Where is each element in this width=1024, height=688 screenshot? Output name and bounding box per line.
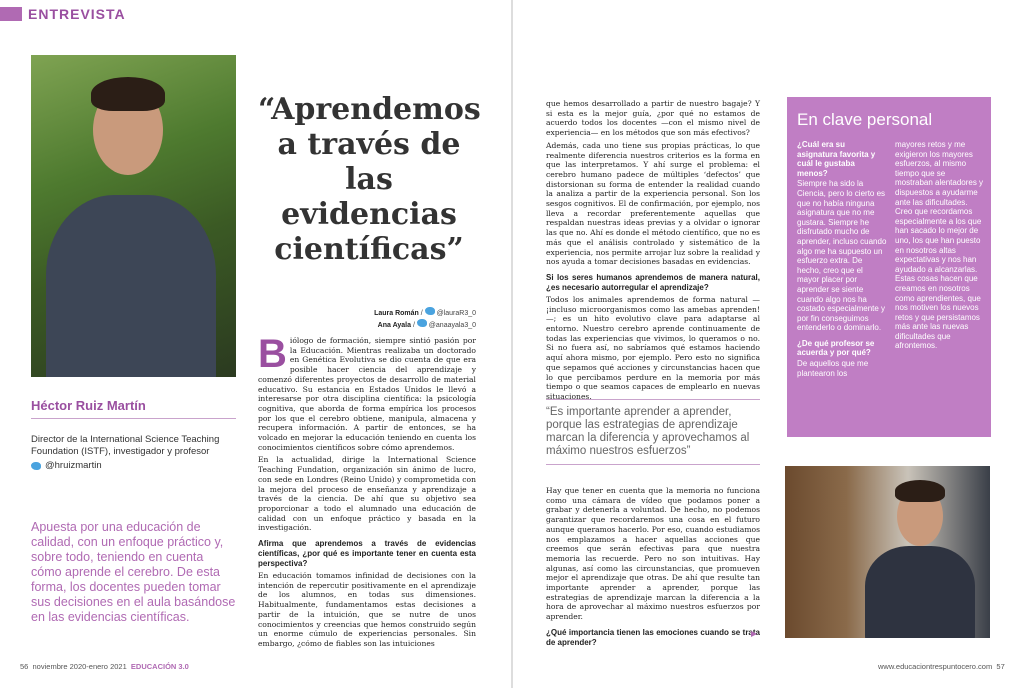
sidebar-box [787,97,991,437]
answer-2-continued: Hay que tener en cuenta que la memoria no funciona como una cámara de vídeo que podamos poner a grabar y detenerla a voluntad. De hecho, no podemos garantizar que recordaremos una cosa en el futuro aunque queramos hacerlo. Por eso, cuando estudiamos nos emplazamos a hacer aquellas acciones que creemos que serán efectivas para que nuestra memoria las recuerde. Pero no son intuitivas. Hay algunas, así como las circunstancias, que promueven mejor el aprendizaje que otras. De ahí que resulte tan importante aprender a aprender, porque las estrategias de aprendizaje marcan la diferencia a la hora de aprovechar al máximo nuestros esfuerzos por aprender. [546,486,760,622]
website-link[interactable]: www.educaciontrespuntocero.com [878,662,993,671]
answer-2: Todos los animales aprendemos de forma natural —¡incluso microorganismos como las amebas aprenden!—; es un hito evolutivo clave para adaptarse al entorno. Nuestro cerebro aprende continuamente de todas las experiencias que vivimos, lo queramos o no. Si no fuera así, no sabríamos qué estamos haciendo aquí ahora mismo, por ejemplo. Pero esto no significa que sepamos qué acciones y circunstancias hacen que lo que percibamos perdure en la memoria por más tiempo o que seamos capaces de emplearlo en nuevas situaciones. [546,294,760,401]
sidebar-answer-2: De aquellos que me plantearon los [797,359,869,378]
highlight-quote: “Es importante aprender a aprender, porque las estrategias de aprendizaje marcan la diferencia y aprovechamos al máximo nuestros esfuerzos” [546,399,760,465]
sidebar-title: En clave personal [797,110,933,129]
drop-cap: B [258,332,287,376]
section-tag [0,6,126,22]
person-hair [91,77,165,111]
right-page [513,0,1024,688]
credit-line: Laura Román / @lauraR3_0 [300,307,476,319]
person-handle[interactable]: @hruizmartin [45,460,102,471]
left-page [0,0,511,688]
office-photo [785,466,990,638]
person-hair [895,480,945,502]
folio-left [20,662,189,671]
answer-1: En educación tomamos infinidad de decisiones con la intención de repercutir positivamente en el aprendizaje de los alumnos, en todas sus dimensiones. Habitualmente, fundamentamos estas decisiones a partir de la intuición, que se nutre de unos conocimientos y creencias que hemos construido según un enorme cúmulo de experiencias personales. Sin embargo, ¿cómo de fiables son las intuiciones [258,571,476,648]
section-bar [0,7,22,21]
name-divider [31,418,236,419]
credit-name: Ana Ayala [377,322,411,329]
credits [300,307,476,331]
sidebar-question-1: ¿Cuál era su asignatura favorita y cuál le gustaba menos? [797,140,876,178]
credit-line: Ana Ayala / @anaayala3_0 [300,319,476,331]
magazine-brand: EDUCACIÓN 3.0 [130,662,189,671]
intro-paragraph-2: En la actualidad, dirige la International Science Teaching Fundation, organización sin ánimo de lucro, con sede en Londres (Reino Unido) y comprometida con la mejora del proceso de enseñanza y aprendizaje a través de la ciencia. De ahí que su objetivo sea proporcionar a todo el alumnado una educación de calidad con un enfoque práctico y basada en la investigación. [258,455,476,533]
twitter-icon [31,462,41,470]
credit-name: Laura Román [374,310,419,317]
sidebar-question-2: ¿De qué profesor se acuerda y por qué? [797,338,875,358]
folio-right [878,662,1005,671]
person-bio: Director de la International Science Teaching Foundation (ISTF), investigador y profesor [31,434,220,457]
sidebar-answer-1: Siempre ha sido la Ciencia, pero lo cierto es que no había ninguna asignatura que no me gustara. Siempre he disfrutado mucho de aprender, incluso cuando algo me ha supuesto un esfuerzo extra. De hecho, creo que el mayor placer por aprender se siente cuando algo nos ha costado especialmente y por fin conseguimos entenderlo o dominarlo. [797,179,887,333]
sidebar-column-2 [895,140,985,384]
sidebar-answer-2-continued: mayores retos y me exigieron los mayores esfuerzos, al mismo tiempo que se mostraban alentadores y dispuestos a ayudarme ante las dificultades. Creo que recordamos especialmente a los que han sacado lo mejor de uno, los que han puesto en nosotros altas expectativas y nos han ayudado a alcanzarlas. Estas cosas hacen que creamos en nosotros como aprendientes, que nos motiven los nuevos retos y que persistamos más ante las nuevas dificultades que afrontemos. [895,140,984,351]
section-label: ENTREVISTA [28,6,126,22]
question-3: ¿Qué importancia tienen las emociones cuando se trata de aprender? [546,627,760,647]
credit-handle[interactable]: @anaayala3_0 [428,322,476,329]
headline: “Aprendemos a través de las evidencias científicas” [258,92,481,267]
question-2: Si los seres humanos aprendemos de manera natural, ¿es necesario autorregular el aprendizaje? [546,272,760,292]
person-name: Héctor Ruiz Martín [31,398,146,413]
twitter-icon [425,307,435,315]
portrait-photo [31,55,236,377]
sidebar-columns [797,140,985,384]
person-handle-row [31,460,102,471]
article-column-3 [546,486,760,650]
person-body [865,546,975,638]
credit-handle[interactable]: @lauraR3_0 [436,310,476,317]
issue-date: noviembre 2020-enero 2021 [32,662,127,671]
twitter-icon [417,319,427,327]
intro-paragraph [258,332,476,452]
intro-text: iólogo de formación, siempre sintió pasión por la Educación. Mientras realizaba un doctorado en Genética Evolutiva se dio cuenta de que era posible hacer ciencia del aprendizaje y comenzó diferentes proyectos de desarrollo de material educativo. Su estancia en Estados Unidos le llevó a interesarse por otra disciplina científica: la psicología cognitiva, que aborda de forma empírica los procesos por los que el cerebro obtiene, manipula, almacena y recupera información. A partir de entonces, se ha volcado en mejorar la educación teniendo en cuenta los conocimientos científicos sobre cómo aprendemos. [258,336,476,452]
page-number: 57 [996,662,1005,671]
sidebar-column-1 [797,140,887,384]
question-1: Afirma que aprendemos a través de evidencias científicas, ¿por qué es importante tener en cuenta esta perspectiva? [258,539,476,569]
article-column-1 [258,332,476,652]
answer-1-continued-2: Además, cada uno tiene sus propias prácticas, lo que realmente diferencia nuestros criterios es la forma en que las interpretamos. Y ahí surge el problema: el cerebro humano padece de múltiples ‘defectos’ que distorsionan su forma de entender la realidad cuando la analiza a partir de la experiencia personal. Son los sesgos cognitivos. El de confirmación, por ejemplo, nos lleva a recordar preferentemente aquellas que respaldan nuestras ideas previas y a olvidar o ignorar las que no. Ahí es donde el método científico, que no es más que el análisis controlado y sistemático de la experiencia, nos permite arrojar luz sobre la realidad y nos ayuda a tomar decisiones basadas en evidencias. [546,140,760,267]
pull-quote: Apuesta por una educación de calidad, con un enfoque práctico y, sobre todo, teniendo en cuenta cómo aprende el cerebro. De esta forma, los docentes pueden tomar sus decisiones en el aula basándose en las evidencias científicas. [31,520,236,624]
person-body [46,195,216,377]
page-number: 56 [20,662,29,671]
answer-1-continued: que hemos desarrollado a partir de nuestro bagaje? Y si esta es la mejor guía, ¿por qué no estamos de acuerdo todos los docentes —con el mismo nivel de experiencia— en los métodos que son más efectivos? [546,99,760,138]
article-column-2 [546,99,760,405]
continue-arrow-icon [751,631,757,637]
